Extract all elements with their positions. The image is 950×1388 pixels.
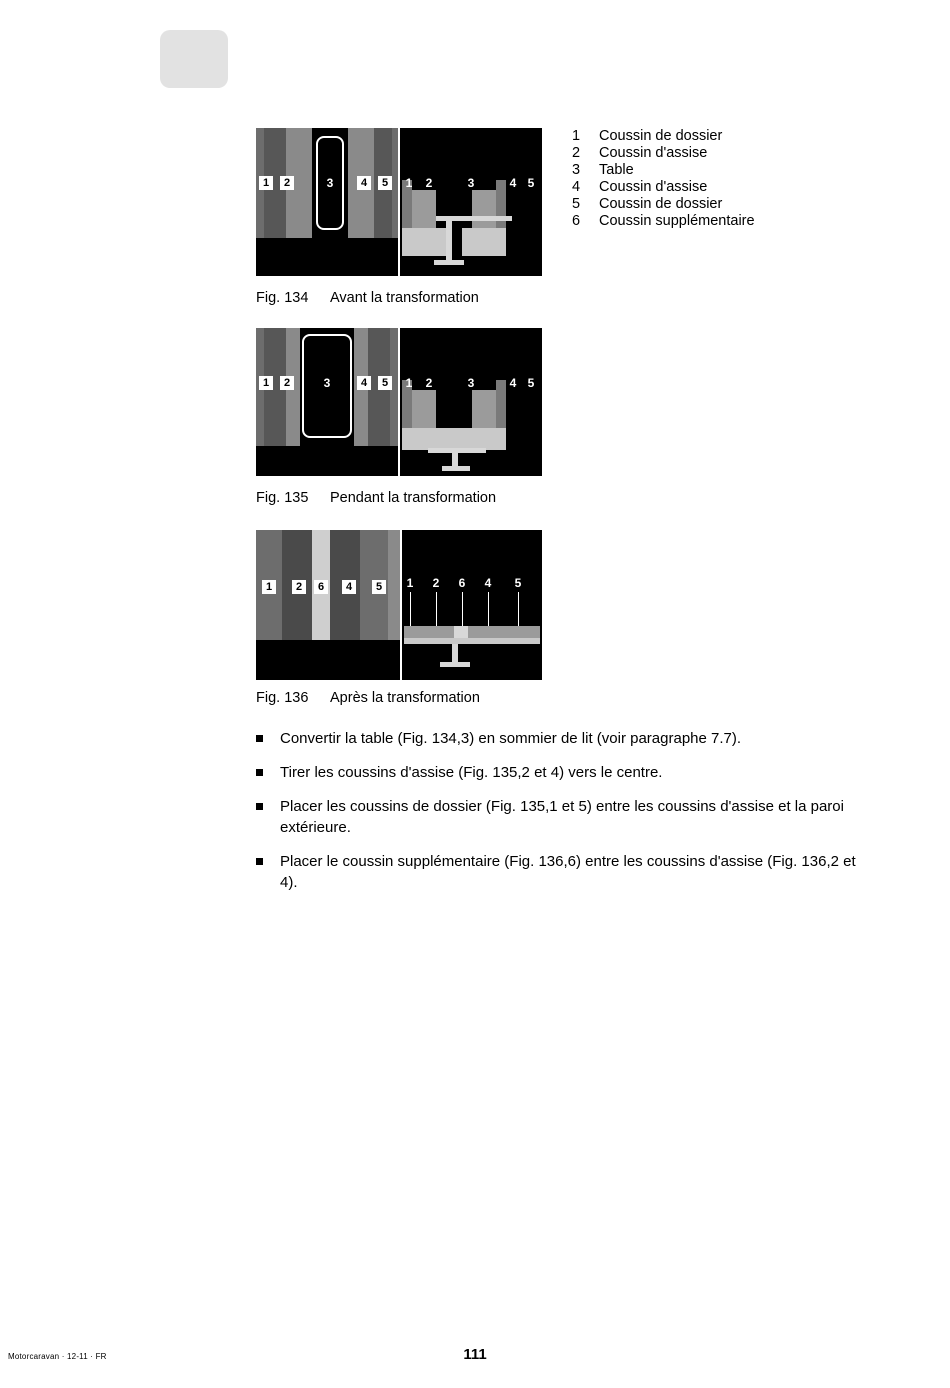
figure-134-right-label-4: 4 (509, 176, 517, 190)
figure-135-caption (256, 490, 496, 506)
figure-135-left-label-3: 3 (323, 376, 331, 390)
figure-136 (256, 530, 542, 706)
legend-item-label: Coussin de dossier (599, 196, 723, 212)
figure-136-right-label-5: 5 (514, 576, 522, 590)
instruction-item (256, 728, 876, 749)
figure-136-right-label-3: 6 (458, 576, 466, 590)
instruction-item (256, 796, 876, 838)
legend-item-label: Coussin supplémentaire (599, 213, 755, 229)
figure-136-right-label-4: 4 (484, 576, 492, 590)
figure-134-right-label-1: 1 (405, 176, 413, 190)
figure-135-left-label-4: 4 (357, 376, 371, 390)
figure-134-left-label-1: 1 (259, 176, 273, 190)
figure-134-left-label-2: 2 (280, 176, 294, 190)
figure-135-right-label-4: 4 (509, 376, 517, 390)
figure-134-image (256, 128, 542, 276)
figure-134-left-label-5: 5 (378, 176, 392, 190)
figure-135-right-label-2: 2 (425, 376, 433, 390)
instruction-text: Placer le coussin supplémentaire (Fig. 136,6) entre les coussins d'assise (Fig. 136,2 et 4). (280, 853, 856, 891)
figure-legend (572, 128, 755, 230)
instruction-text: Placer les coussins de dossier (Fig. 135,1 et 5) entre les coussins d'assise et la paroi extérieure. (280, 798, 844, 836)
figure-136-left-label-5: 5 (372, 580, 386, 594)
figure-135 (256, 328, 542, 506)
figure-135-right-label-1: 1 (405, 376, 413, 390)
figure-135-left-label-2: 2 (280, 376, 294, 390)
figure-134-right-label-5: 5 (527, 176, 535, 190)
figure-134-left-label-4: 4 (357, 176, 371, 190)
footer-document-reference: Motorcaravan · 12-11 · FR (8, 1352, 107, 1361)
figure-135-right-label-5: 5 (527, 376, 535, 390)
figure-134-left-label-3: 3 (326, 176, 334, 190)
legend-item (572, 213, 755, 230)
instruction-text: Tirer les coussins d'assise (Fig. 135,2 et 4) vers le centre. (280, 764, 663, 781)
legend-item-number: 2 (572, 145, 581, 161)
figure-136-right-label-1: 1 (406, 576, 414, 590)
figure-136-left-label-3: 6 (314, 580, 328, 594)
figure-135-right-label-3: 3 (467, 376, 475, 390)
figure-136-image (256, 530, 542, 680)
figure-135-left-label-5: 5 (378, 376, 392, 390)
instruction-text: Convertir la table (Fig. 134,3) en sommier de lit (voir paragraphe 7.7). (280, 730, 742, 747)
legend-item (572, 145, 755, 162)
legend-item-label: Table (599, 162, 634, 178)
figure-134-caption (256, 290, 479, 306)
figure-136-left-label-4: 4 (342, 580, 356, 594)
instruction-item (256, 851, 876, 893)
figure-136-caption (256, 690, 480, 706)
instruction-item (256, 762, 876, 783)
legend-item-label: Coussin de dossier (599, 128, 723, 144)
legend-item-number: 6 (572, 213, 581, 229)
legend-item-number: 1 (572, 128, 581, 144)
bullet-square-icon (256, 803, 263, 810)
figure-136-caption-text: Après la transformation (330, 690, 480, 706)
chapter-tab-marker (160, 30, 228, 88)
instruction-list (256, 728, 876, 906)
legend-item-number: 3 (572, 162, 581, 178)
footer-page-number: 111 (463, 1346, 487, 1363)
legend-item (572, 128, 755, 145)
figure-135-number: Fig. 135 (256, 490, 309, 506)
figure-136-number: Fig. 136 (256, 690, 309, 706)
figure-135-image (256, 328, 542, 476)
figure-134-caption-text: Avant la transformation (330, 290, 479, 306)
figure-135-caption-text: Pendant la transformation (330, 490, 497, 506)
figure-135-left-label-1: 1 (259, 376, 273, 390)
bullet-square-icon (256, 735, 263, 742)
figure-134-right-label-3: 3 (467, 176, 475, 190)
figure-134-number: Fig. 134 (256, 290, 309, 306)
legend-item-label: Coussin d'assise (599, 179, 708, 195)
figure-136-right-label-2: 2 (432, 576, 440, 590)
legend-item-label: Coussin d'assise (599, 145, 708, 161)
figure-134 (256, 128, 542, 306)
legend-item-number: 5 (572, 196, 581, 212)
bullet-square-icon (256, 858, 263, 865)
bullet-square-icon (256, 769, 263, 776)
legend-item (572, 179, 755, 196)
figure-134-right-label-2: 2 (425, 176, 433, 190)
figure-136-left-label-2: 2 (292, 580, 306, 594)
legend-item (572, 196, 755, 213)
legend-item (572, 162, 755, 179)
figure-136-left-label-1: 1 (262, 580, 276, 594)
legend-item-number: 4 (572, 179, 581, 195)
